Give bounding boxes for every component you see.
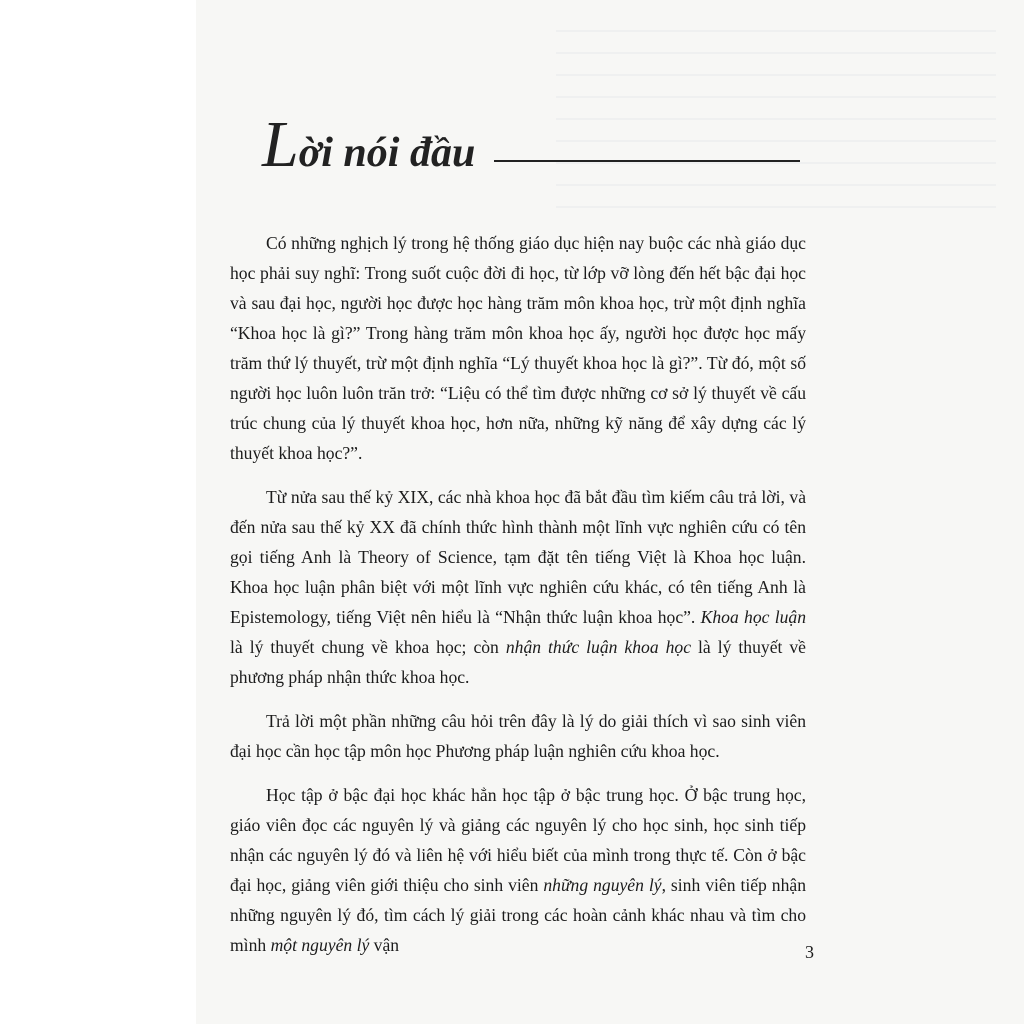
- paragraph: [230, 228, 806, 468]
- text-run: là lý thuyết về phương pháp nhận thức khoa học.: [230, 637, 806, 687]
- italic-text: những nguyên lý: [543, 875, 662, 895]
- paragraph: [230, 706, 806, 766]
- text-run: Từ nửa sau thế kỷ XIX, các nhà khoa học đã bắt đầu tìm kiếm câu trả lời, và đến nửa sau thế kỷ XX đã chính thức hình thành một lĩnh vực nghiên cứu có tên gọi tiếng Anh là Theory of Science, tạm đặt tên tiếng Việt là Khoa học luận. Khoa học luận phân biệt với một lĩnh vực nghiên cứu khác, có tên tiếng Anh là Epistemology, tiếng Việt nên hiểu là “Nhận thức luận khoa học”.: [230, 487, 806, 627]
- page-number: 3: [805, 942, 814, 962]
- italic-text: Khoa học luận: [700, 607, 806, 627]
- title-drop-letter: L: [262, 108, 299, 181]
- italic-text: một nguyên lý: [270, 935, 370, 955]
- text-run: Có những nghịch lý trong hệ thống giáo dục hiện nay buộc các nhà giáo dục học phải suy nghĩ: Trong suốt cuộc đời đi học, từ lớp vỡ lòng đến hết bậc đại học và sau đại học, người học được học hàng trăm môn khoa học, trừ một định nghĩa “Khoa học là gì?” Trong hàng trăm môn khoa học ấy, người học được học mấy trăm thứ lý thuyết, trừ một định nghĩa “Lý thuyết khoa học là gì?”. Từ đó, một số người học luôn luôn trăn trở: “Liệu có thể tìm được những cơ sở lý thuyết về cấu trúc chung của lý thuyết khoa học, hơn nữa, những kỹ năng để xây dựng các lý thuyết khoa học?”.: [230, 233, 806, 463]
- body-text: [230, 228, 806, 974]
- title-text: ời nói đầu: [298, 130, 476, 176]
- paragraph: [230, 482, 806, 692]
- text-run: , sinh viên tiếp nhận những nguyên lý đó, tìm cách lý giải trong các hoàn cảnh khác nhau và tìm cho mình: [230, 875, 806, 955]
- italic-text: nhận thức luận khoa học: [505, 637, 692, 657]
- text-run: là lý thuyết chung về khoa học; còn: [230, 637, 506, 657]
- text-run: Trả lời một phần những câu hỏi trên đây là lý do giải thích vì sao sinh viên đại học cần học tập môn học Phương pháp luận nghiên cứu khoa học.: [230, 711, 806, 761]
- text-run: Học tập ở bậc đại học khác hẳn học tập ở bậc trung học. Ở bậc trung học, giáo viên đọc các nguyên lý và giảng các nguyên lý cho học sinh, học sinh tiếp nhận các nguyên lý đó và liên hệ với hiểu biết của mình trong thực tế. Còn ở bậc đại học, giảng viên giới thiệu cho sinh viên: [230, 785, 806, 895]
- title-rule: [494, 160, 800, 162]
- paragraph: [230, 780, 806, 960]
- page-title: [262, 108, 810, 184]
- text-run: vận: [369, 935, 400, 955]
